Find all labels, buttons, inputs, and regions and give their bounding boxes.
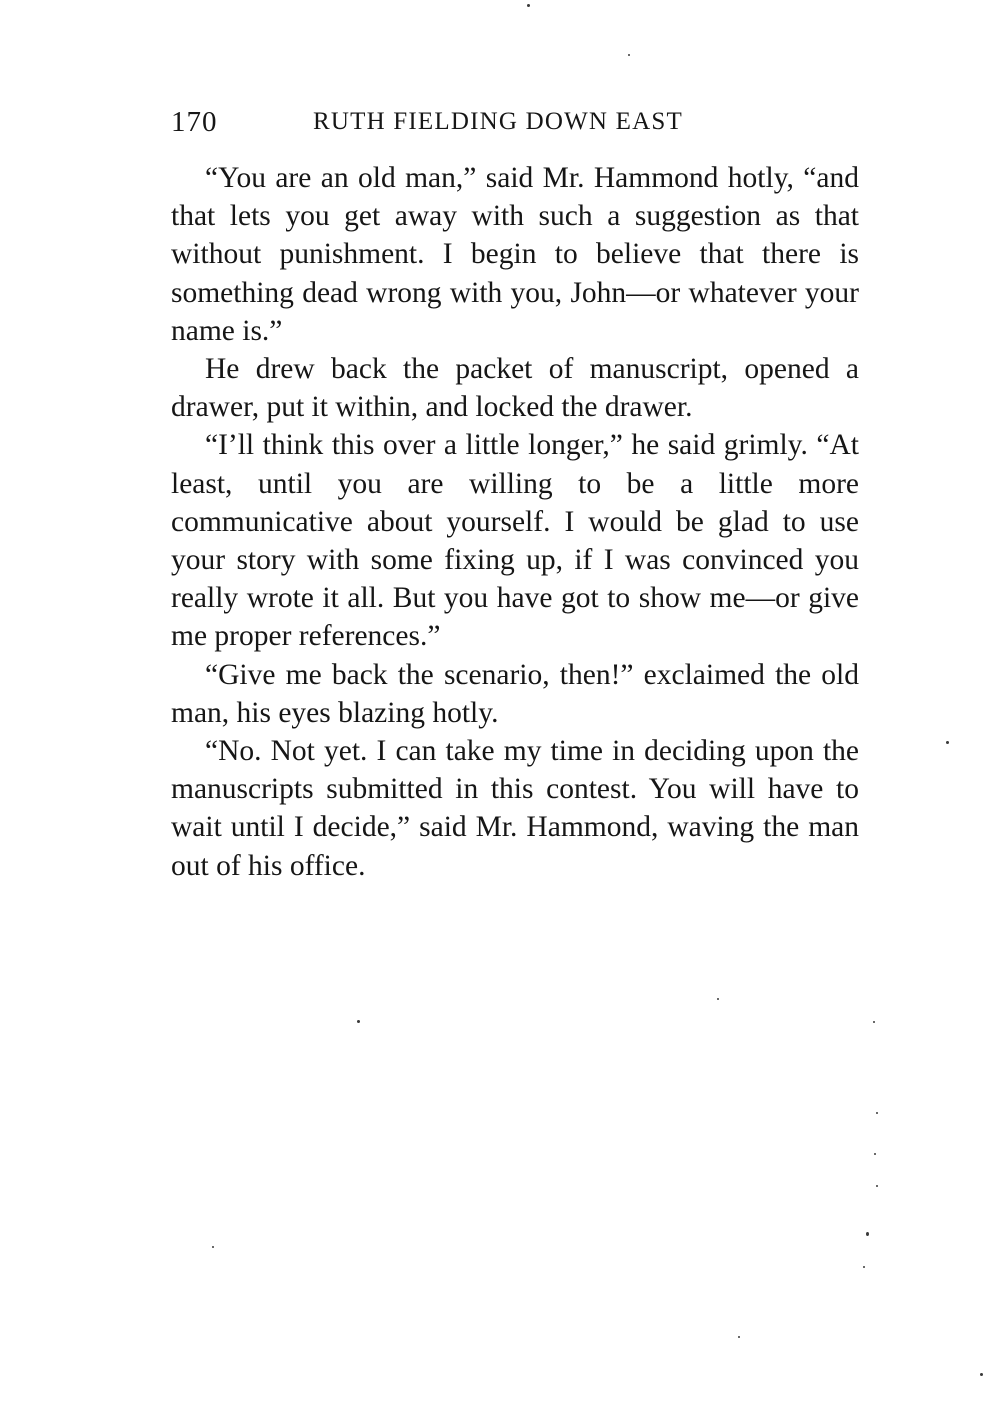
scan-speck — [980, 1373, 983, 1376]
scan-speck — [946, 741, 949, 744]
scan-speck — [876, 1185, 878, 1187]
page-number: 170 — [171, 106, 218, 138]
scan-speck — [873, 1021, 875, 1023]
scan-speck — [628, 54, 630, 56]
running-title: RUTH FIELDING DOWN EAST — [313, 108, 683, 135]
scan-speck — [357, 1020, 360, 1023]
scan-speck — [876, 1112, 878, 1114]
paragraph-1: “You are an old man,” said Mr. Hammond hotly, “and that lets you get away with such a suggestion as that without punishment. I begin to believe that there is something dead wrong with you, John—or whatever your name is.” — [171, 162, 859, 347]
scan-speck — [866, 1232, 869, 1236]
body-text — [171, 159, 859, 885]
scan-speck — [738, 1336, 740, 1338]
scan-speck — [717, 998, 719, 1000]
paragraph-3: “I’ll think this over a little longer,” he said grimly. “At least, until you are willing to be a little more communicative about yourself. I would be glad to use your story with some fixing up, if I was convinced you really wrote it all. But you have got to show me—or give me proper references.” — [171, 429, 859, 653]
page-header — [171, 104, 861, 144]
scan-speck — [863, 1266, 865, 1268]
paragraph-2: He drew back the packet of manuscript, opened a drawer, put it within, and locked the drawer. — [171, 353, 859, 424]
paragraph-5: “No. Not yet. I can take my time in deciding upon the manuscripts submitted in this contest. You will have to wait until I decide,” said Mr. Hammond, waving the man out of his office. — [171, 735, 859, 882]
paragraph-4: “Give me back the scenario, then!” exclaimed the old man, his eyes blazing hotly. — [171, 658, 859, 729]
scan-speck — [874, 1153, 876, 1155]
scan-speck — [212, 1246, 214, 1248]
scan-speck — [527, 4, 530, 7]
